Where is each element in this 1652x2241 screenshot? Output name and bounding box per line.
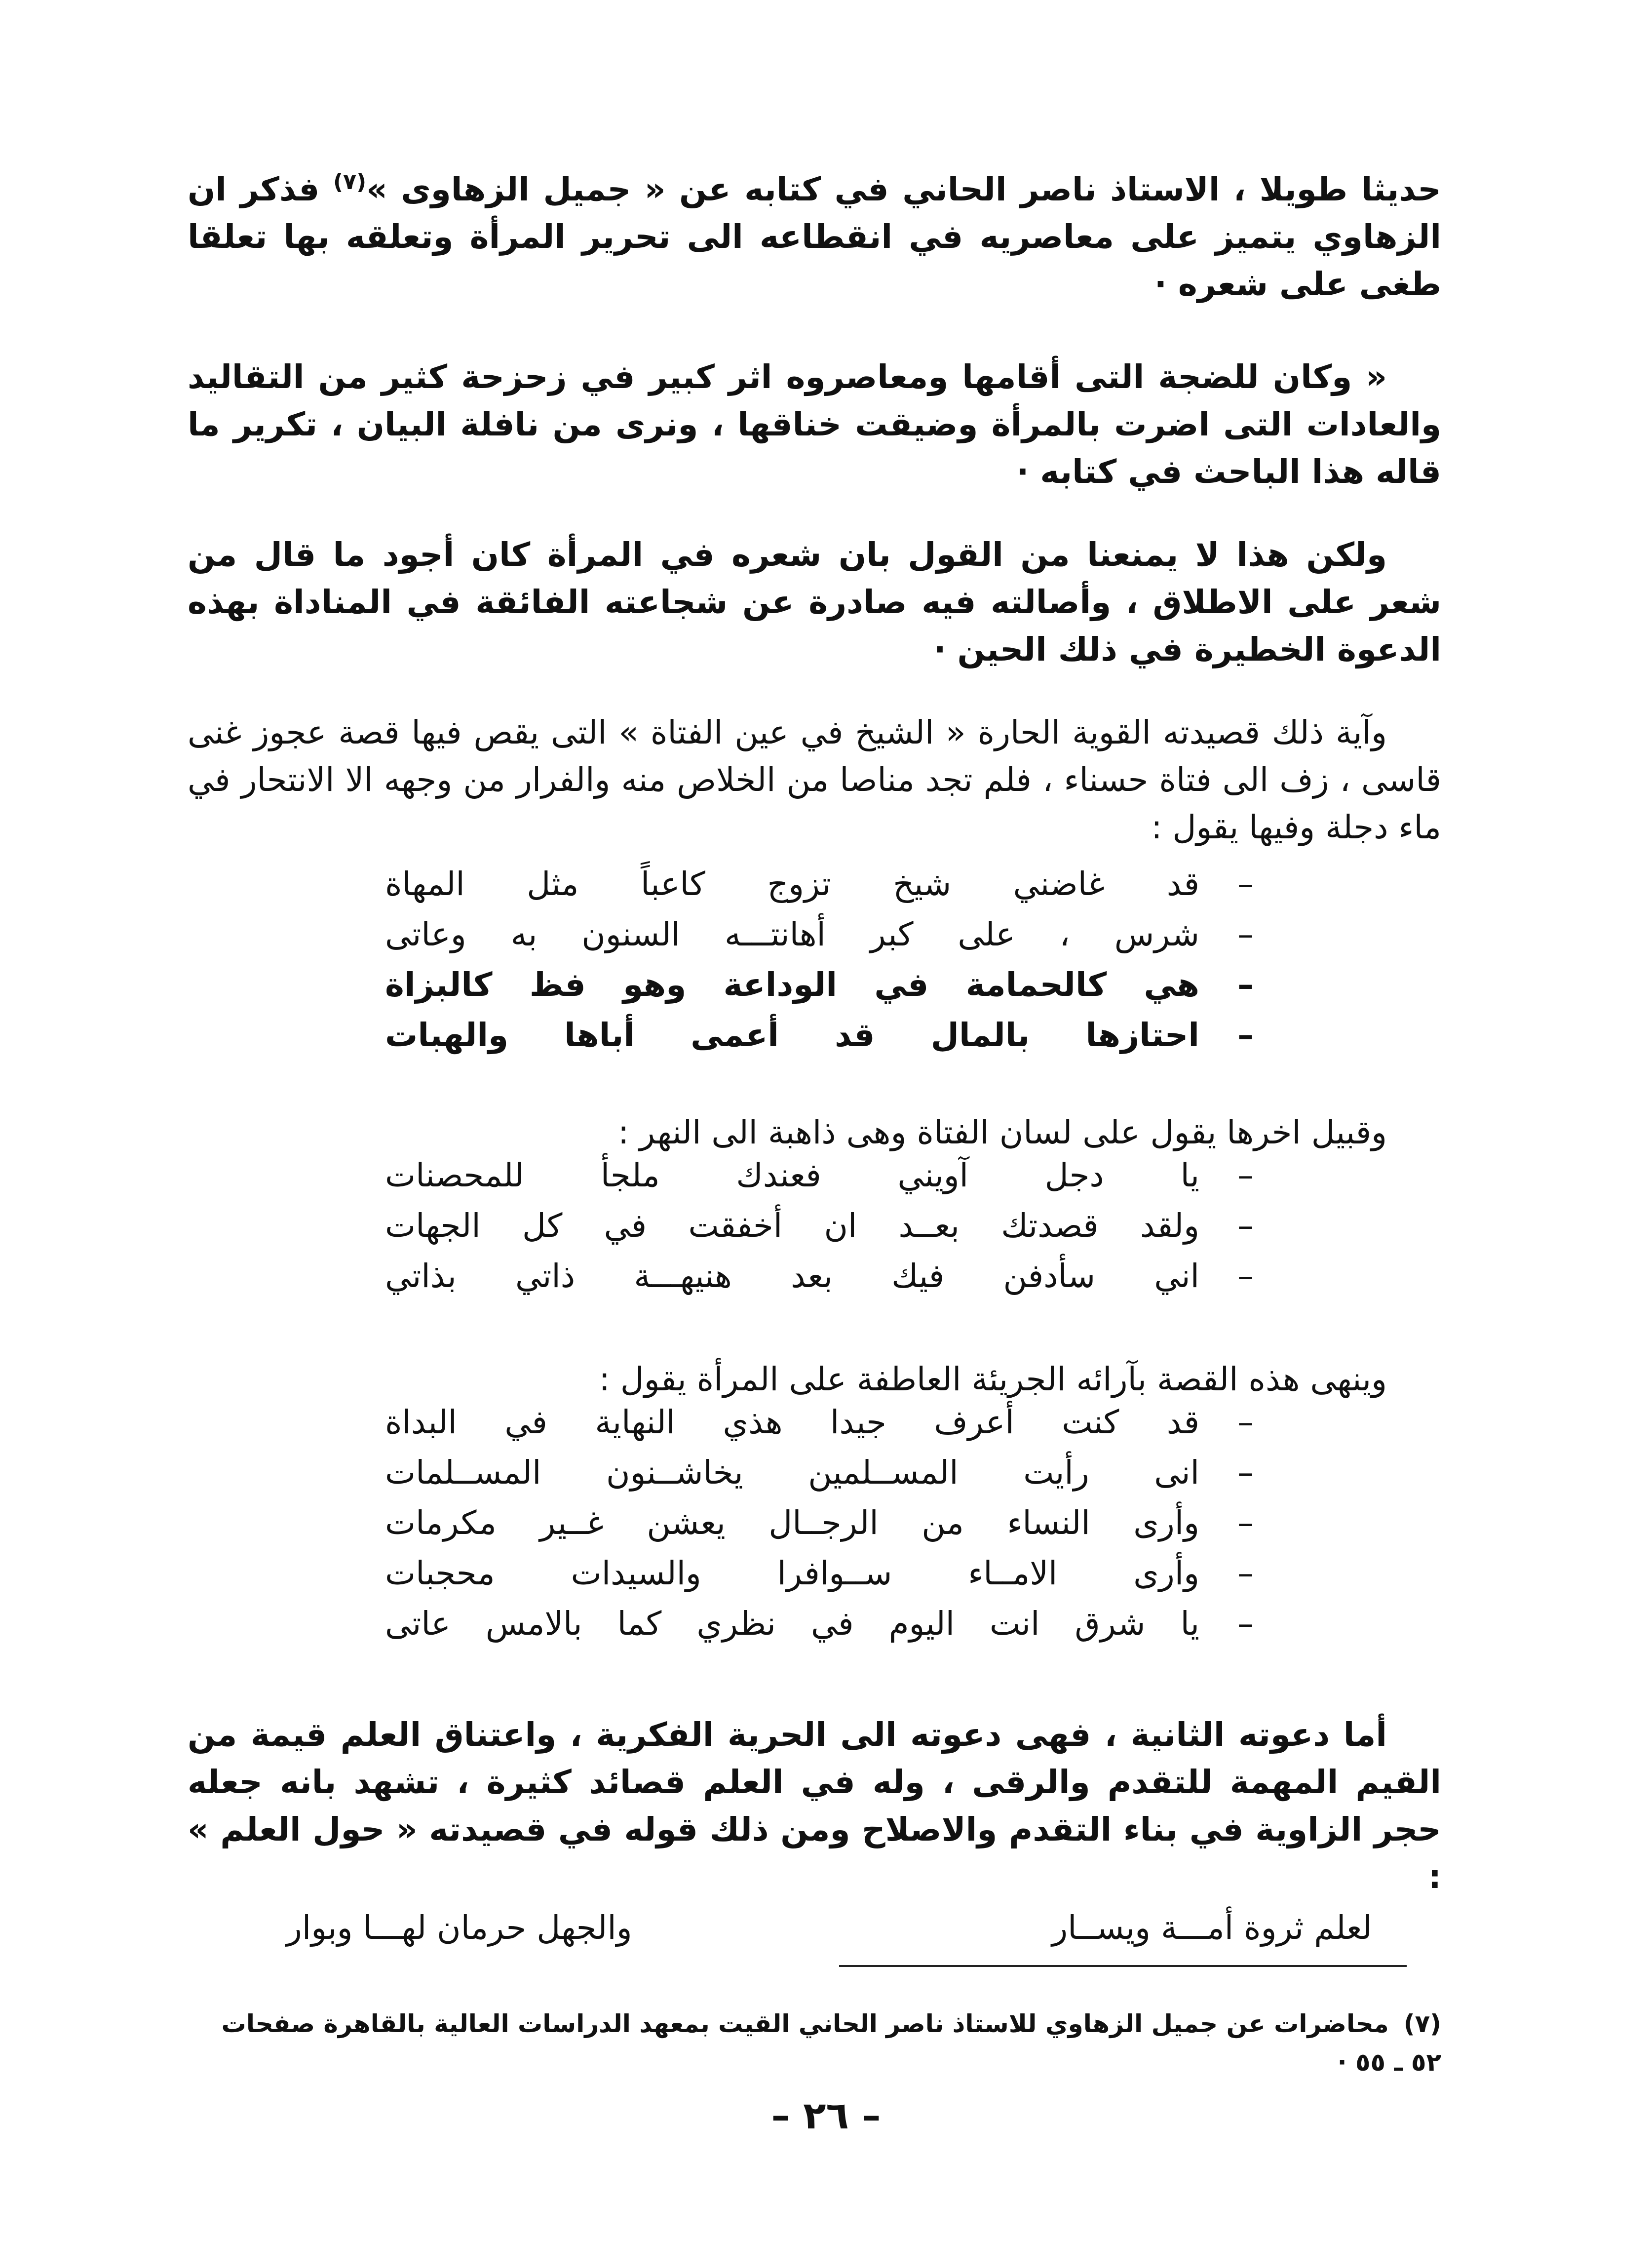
verse-group-3 (385, 1397, 1254, 1649)
verse-text: يا شرق انت اليوم في نظري كما بالامس عاتى (385, 1605, 1199, 1643)
footnote-mark: (٧) (1403, 2009, 1441, 2038)
verse-text: شرس ، على كبر أهانتـــه السنون به وعاتى (385, 915, 1199, 953)
verse-line (385, 1010, 1254, 1061)
verse-text: يا دجل آويني فعندك ملجأ للمحصنات (385, 1156, 1199, 1194)
verse-line (385, 859, 1254, 909)
paragraph-intro-continuation: فذكر ان الزهاوي يتميز على معاصريه في انقطاعه الى تحرير المرأة وتعلقه بها تعلقا طغى على شعره · (188, 170, 1441, 303)
verse-text: قد غاضني شيخ تزوج كاعباً مثل المهاة (385, 865, 1199, 903)
paragraph-quote: « وكان للضجة التى أقامها ومعاصروه اثر كبير في زحزحة كثير من التقاليد والعادات التى اضرت بالمرأة وضيقت خناقها ، ونرى من نافلة البيان ، تكرير ما قاله هذا الباحث في كتابه · (188, 358, 1441, 491)
verse-text: وأرى الامــاء ســوافرا والسيدات محجبات (385, 1554, 1199, 1592)
verse-dash: – (1237, 1605, 1254, 1643)
verse-line (385, 1201, 1254, 1251)
verse-line (385, 1498, 1254, 1548)
couplet-verse (286, 1903, 1372, 1958)
verse-text: انى رأيت المســلمين يخاشــنون المســلمات (385, 1454, 1199, 1492)
verse-line (385, 1397, 1254, 1448)
verse-line (385, 960, 1254, 1010)
verse-line (385, 1251, 1254, 1301)
couplet-first-hemistich: لعلم ثروة أمـــة ويســار (1052, 1909, 1372, 1947)
verse-dash: – (1237, 1403, 1254, 1441)
verse-group-1 (385, 859, 1254, 1061)
verse-line (385, 1548, 1254, 1599)
verse-text: احتازها بالمال قد أعمى أباها والهبات (385, 1016, 1199, 1054)
verse-dash: – (1237, 1257, 1254, 1295)
couplet-second-hemistich: والجهل حرمان لهـــا وبوار (286, 1909, 632, 1947)
verse-line (385, 909, 1254, 960)
verse-dash: – (1237, 1016, 1254, 1054)
paragraph-opinion: ولكن هذا لا يمنعنا من القول بان شعره في المرأة كان أجود ما قال من شعر على الاطلاق ، وأصالته فيه صادرة عن شجاعته الفائقة في المناداة بهذه الدعوة الخطيرة في ذلك الحين · (188, 536, 1441, 668)
verse-line (385, 1599, 1254, 1649)
verse-dash: – (1237, 915, 1254, 953)
verse-dash: – (1237, 1454, 1254, 1492)
footnote-divider (839, 1965, 1407, 1967)
verse-dash: – (1237, 1554, 1254, 1592)
footnote-reference: (٧) (333, 169, 367, 195)
verse-dash: – (1237, 1156, 1254, 1194)
paragraph-science: أما دعوته الثانية ، فهى دعوته الى الحرية الفكرية ، واعتناق العلم قيمة من القيم المهمة للتقدم والرقى ، وله في العلم قصائد كثيرة ، تشهد بانه جعله حجر الزاوية في بناء التقدم والاصلاح ومن ذلك قوله في قصيدته « حول العلم » : (188, 1716, 1441, 1896)
verse-text: اني سأدفن فيك بعد هنيهـــة ذاتي بذاتي (385, 1257, 1199, 1295)
verse-dash: – (1237, 966, 1254, 1004)
verse-text: قد كنت أعرف جيدا هذي النهاية في البداة (385, 1403, 1199, 1441)
verse-text: ولقد قصدتك بعــد ان أخفقت في كل الجهات (385, 1207, 1199, 1245)
footnote-text: محاضرات عن جميل الزهاوي للاستاذ ناصر الحاني القيت بمعهد الدراسات العالية بالقاهرة صفحات ٥٢ ـ ٥٥ · (221, 2009, 1441, 2077)
paragraph-intro (188, 166, 1441, 308)
verse-line (385, 1150, 1254, 1201)
verse-group-2 (385, 1150, 1254, 1301)
paragraph-ending: وينهى هذه القصة بآرائه الجريئة العاطفة على المرأة يقول : (599, 1360, 1387, 1398)
verse-dash: – (1237, 1504, 1254, 1542)
verse-line (385, 1448, 1254, 1498)
verse-dash: – (1237, 1207, 1254, 1245)
verse-text: وأرى النساء من الرجــال يعشن غــير مكرمات (385, 1504, 1199, 1542)
paragraph-poem-intro: وآية ذلك قصيدته القوية الحارة « الشيخ في عين الفتاة » التى يقص فيها قصة عجوز غنى قاسى ، زف الى فتاة حسناء ، فلم تجد مناصا من الخلاص منه والفرار من وجهه الا الانتحار في ماء دجلة وفيها يقول : (188, 713, 1441, 846)
page-number: – ٢٦ – (771, 2093, 881, 2137)
paragraph-river: وقبيل اخرها يقول على لسان الفتاة وهى ذاهبة الى النهر : (618, 1113, 1387, 1151)
verse-dash: – (1237, 865, 1254, 903)
verse-text: هي كالحمامة في الوداعة وهو فظ كالبزاة (385, 966, 1199, 1004)
footnote (188, 2005, 1441, 2082)
paragraph-intro-text: حديثا طويلا ، الاستاذ ناصر الحاني في كتابه عن « جميل الزهاوى » (366, 170, 1441, 208)
